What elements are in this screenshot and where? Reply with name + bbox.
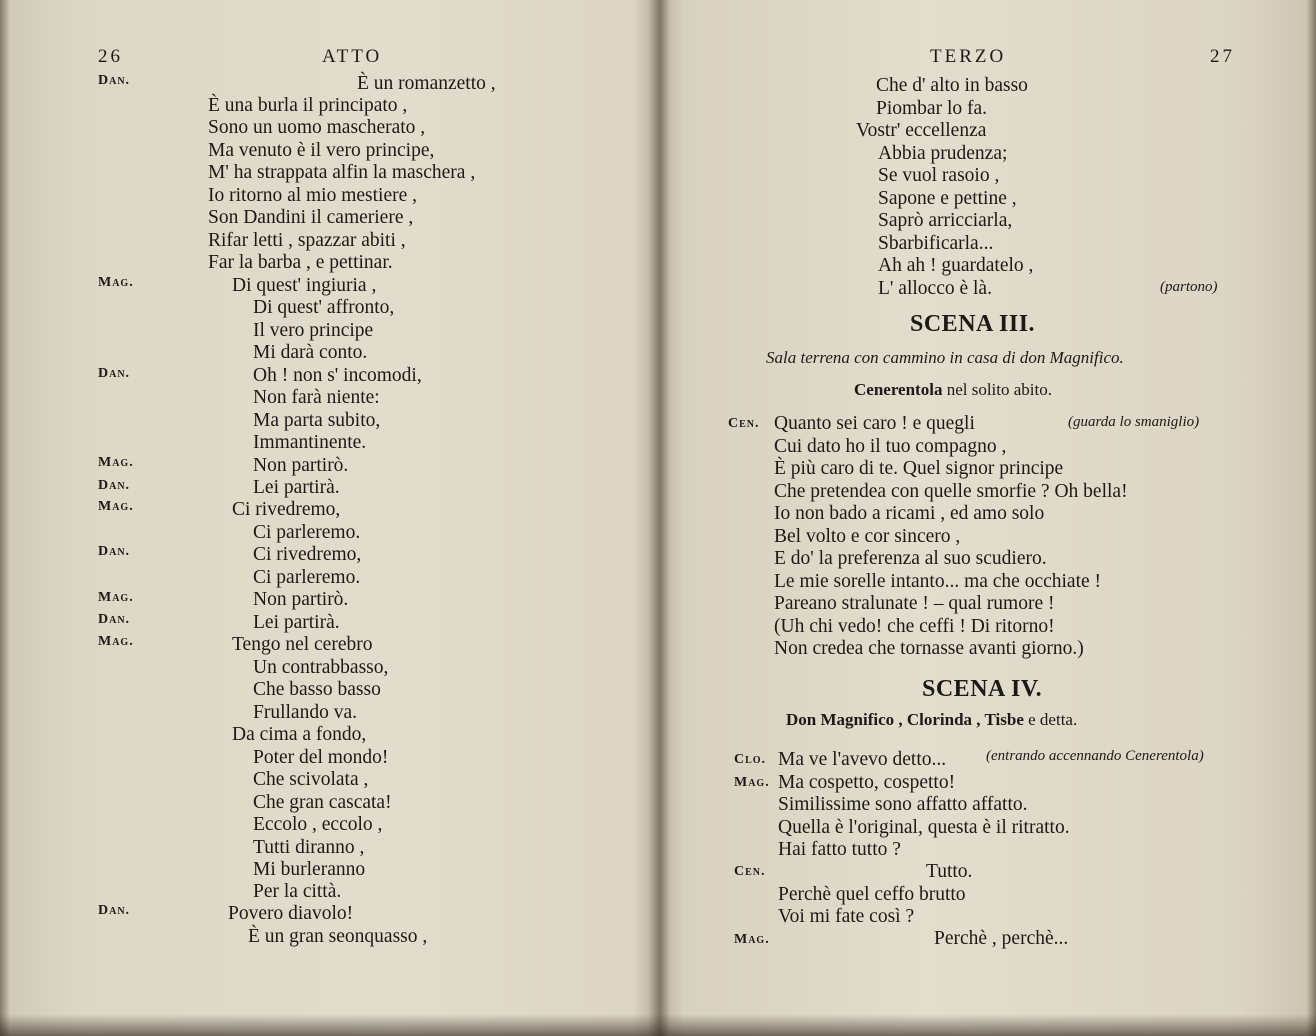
verse-line: Saprò arricciarla, (878, 210, 1013, 231)
verse-line: Ma ve l'avevo detto... (778, 749, 947, 770)
verse-line: Tutti diranno , (253, 837, 365, 858)
verse-line: Quella è l'original, questa è il ritratto. (778, 817, 1070, 838)
verse-line: Non partirò. (253, 455, 349, 476)
verse-line: (Uh chi vedo! che ceffi ! Di ritorno! (774, 616, 1055, 637)
verse-line: È un romanzetto , (357, 73, 496, 94)
verse-line: Ma cospetto, cospetto! (778, 772, 956, 793)
verse-line: Da cima a fondo, (232, 724, 367, 745)
scene-cast (786, 710, 1077, 730)
verse-line: Ma venuto è il vero principe, (208, 140, 435, 161)
verse-line: Eccolo , eccolo , (253, 814, 383, 835)
book-gutter (648, 0, 670, 1036)
page-bottom-shadow (0, 1014, 1316, 1036)
speaker-label: Mag. (734, 932, 770, 947)
verse-line: Lei partirà. (253, 477, 340, 498)
speaker-label: Dan. (98, 903, 131, 918)
verse-line: Di quest' affronto, (253, 297, 395, 318)
verse-line: Il vero principe (253, 320, 374, 341)
speaker-label: Dan. (98, 366, 131, 381)
verse-line: Bel volto e cor sincero , (774, 526, 961, 547)
verse-line: Ci rivedremo, (232, 499, 341, 520)
verse-line: Ah ah ! guardatelo , (878, 255, 1034, 276)
verse-line: Cui dato ho il tuo compagno , (774, 436, 1007, 457)
verse-line: Far la barba , e pettinar. (208, 252, 393, 273)
verse-line: Mi darà conto. (253, 342, 368, 363)
stage-direction: (guarda lo smaniglio) (1068, 414, 1200, 430)
verse-line: È un gran seonquasso , (248, 926, 428, 947)
verse-line: Per la città. (253, 881, 342, 902)
verse-line: È una burla il principato , (208, 95, 408, 116)
verse-line: L' allocco è là. (878, 278, 992, 299)
verse-line: Le mie sorelle intanto... ma che occhiate ! (774, 571, 1102, 592)
speaker-label: Mag. (98, 590, 134, 605)
verse-line: Sbarbificarla... (878, 233, 994, 254)
verse-line: Io non bado a ricami , ed amo solo (774, 503, 1045, 524)
verse-line: Ci rivedremo, (253, 544, 362, 565)
speaker-label: Dan. (98, 73, 131, 88)
cast-note: nel solito abito. (946, 380, 1052, 399)
verse-line: È più caro di te. Quel signor principe (774, 458, 1064, 479)
verse-line: Ci parleremo. (253, 567, 361, 588)
scene-cast (854, 380, 1052, 400)
speaker-label: Mag. (98, 275, 134, 290)
verse-line: Che basso basso (253, 679, 381, 700)
verse-line: Perchè , perchè... (934, 928, 1069, 949)
speaker-label: Mag. (98, 634, 134, 649)
verse-line: Sapone e pettine , (878, 188, 1017, 209)
verse-line: Tutto. (926, 861, 973, 882)
page-number-right: 27 (1210, 46, 1235, 67)
verse-line: Frullando va. (253, 702, 357, 723)
cast-note: e detta. (1028, 710, 1078, 729)
verse-line: Un contrabbasso, (253, 657, 389, 678)
verse-line: Quanto sei caro ! e quegli (774, 413, 975, 434)
page-number-left: 26 (98, 46, 123, 67)
verse-line: Non credea che tornasse avanti giorno.) (774, 638, 1084, 659)
verse-line: Rifar letti , spazzar abiti , (208, 230, 406, 251)
verse-line: E do' la preferenza al suo scudiero. (774, 548, 1047, 569)
verse-line: Ma parta subito, (253, 410, 381, 431)
verse-line: Perchè quel ceffo brutto (778, 884, 966, 905)
verse-line: Che pretendea con quelle smorfie ? Oh bella! (774, 481, 1128, 502)
verse-line: Piombar lo fa. (876, 98, 988, 119)
verse-line: Son Dandini il cameriere , (208, 207, 414, 228)
verse-line: Immantinente. (253, 432, 367, 453)
running-head-left: ATTO (322, 46, 383, 67)
verse-line: Non partirò. (253, 589, 349, 610)
verse-line: Tengo nel cerebro (232, 634, 373, 655)
verse-line: Pareano stralunate ! – qual rumore ! (774, 593, 1055, 614)
verse-line: Abbia prudenza; (878, 143, 1008, 164)
verse-line: Similissime sono affatto affatto. (778, 794, 1028, 815)
verse-line: Se vuol rasoio , (878, 165, 1000, 186)
scene-heading: SCENA IV. (922, 676, 1043, 702)
verse-line: Vostr' eccellenza (856, 120, 987, 141)
speaker-label: Mag. (98, 455, 134, 470)
verse-line: Sono un uomo mascherato , (208, 117, 426, 138)
speaker-label: Dan. (98, 612, 131, 627)
verse-line: Voi mi fate così ? (778, 906, 915, 927)
speaker-label: Dan. (98, 544, 131, 559)
verse-line: Oh ! non s' incomodi, (253, 365, 422, 386)
verse-line: Hai fatto tutto ? (778, 839, 901, 860)
speaker-label: Dan. (98, 478, 131, 493)
scene-setting: Sala terrena con cammino in casa di don Magnifico. (766, 348, 1124, 367)
verse-line: Che scivolata , (253, 769, 369, 790)
verse-line: Mi burleranno (253, 859, 366, 880)
verse-line: Di quest' ingiuria , (232, 275, 377, 296)
scene-heading: SCENA III. (910, 311, 1036, 337)
cast-names: Cenerentola (854, 380, 943, 399)
left-page (0, 0, 650, 1036)
verse-line: Ci parleremo. (253, 522, 361, 543)
verse-line: Lei partirà. (253, 612, 340, 633)
verse-line: Poter del mondo! (253, 747, 389, 768)
running-head-right: TERZO (930, 46, 1007, 67)
cast-names: Don Magnifico , Clorinda , Tisbe (786, 710, 1024, 729)
stage-direction: (partono) (1160, 279, 1218, 295)
stage-direction: (entrando accennando Cenerentola) (986, 748, 1204, 764)
verse-line: Che d' alto in basso (876, 75, 1028, 96)
speaker-label: Mag. (98, 499, 134, 514)
verse-line: Povero diavolo! (228, 903, 354, 924)
verse-line: Che gran cascata! (253, 792, 392, 813)
verse-line: Io ritorno al mio mestiere , (208, 185, 418, 206)
speaker-label: Cen. (734, 864, 766, 879)
verse-line: Non farà niente: (253, 387, 380, 408)
speaker-label: Mag. (734, 775, 770, 790)
speaker-label: Cen. (728, 416, 760, 431)
verse-line: M' ha strappata alfin la maschera , (208, 162, 476, 183)
speaker-label: Clo. (734, 752, 767, 767)
right-page (668, 0, 1316, 1036)
